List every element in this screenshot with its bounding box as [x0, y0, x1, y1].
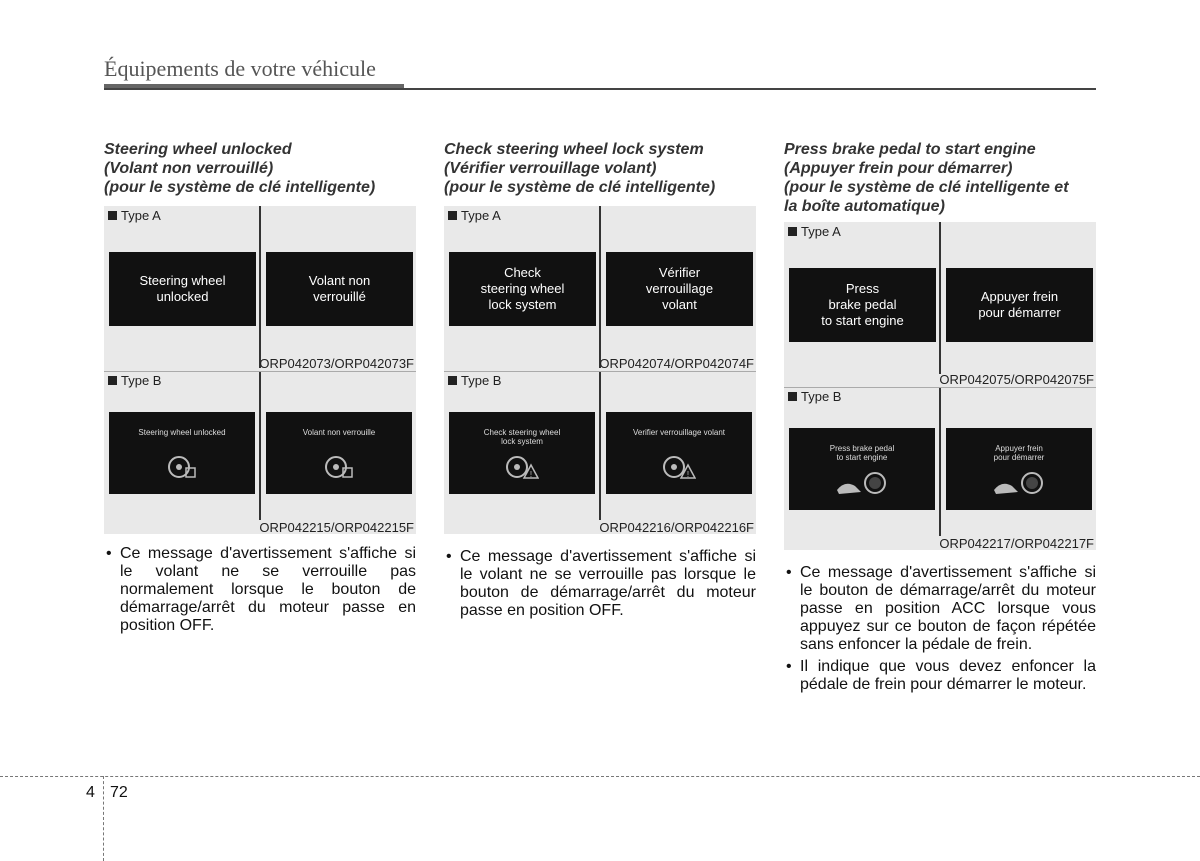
steering-wheel-warning-icon [606, 454, 752, 480]
figure-divider [599, 372, 601, 520]
screen-type-b-fr [606, 412, 752, 494]
screen-type-a-fr: Appuyer frein pour démarrer [946, 268, 1093, 342]
type-b-label: Type B [448, 373, 501, 388]
header-rule [104, 88, 1096, 90]
type-a-label: Type A [108, 208, 161, 223]
footer-vertical-rule [103, 776, 104, 861]
figure-check-steering-lock [444, 206, 756, 534]
title-line: (pour le système de clé intelligente et [784, 179, 1069, 196]
screen-type-a-fr: Volant non verrouillé [266, 252, 413, 326]
bullet-item: • Ce message d'avertissement s'affiche si le volant ne se verrouille pas lorsque le bouton de démarrage/arrêt du moteur passe en position OFF. [444, 548, 756, 620]
figure-code-b: ORP042216/ORP042216F [599, 520, 754, 535]
title-line: Press brake pedal to start engine [784, 141, 1036, 158]
type-b-label: Type B [108, 373, 161, 388]
screen-message: Volant non verrouille [302, 428, 376, 437]
bullet-list [104, 545, 416, 639]
title-line: la boîte automatique) [784, 198, 945, 215]
page-header-title: Équipements de votre véhicule [104, 56, 376, 81]
column-check-steering-lock [444, 140, 756, 197]
svg-text:!: ! [686, 470, 690, 479]
title-line: Steering wheel unlocked [104, 141, 292, 158]
screen-type-a-en: Check steering wheel lock system [449, 252, 596, 326]
screen-type-b-en [109, 412, 255, 494]
figure-code-a: ORP042075/ORP042075F [939, 372, 1094, 387]
footer-rule [0, 776, 1200, 777]
figure-code-a: ORP042073/ORP042073F [259, 356, 414, 371]
bullet-item: • Ce message d'avertissement s'affiche si le bouton de démarrage/arrêt du moteur passe en position ACC lorsque vous appuyez sur ce bouton de façon répétée sans enfoncer la pédale de frein. [784, 564, 1096, 654]
type-a-label: Type A [448, 208, 501, 223]
bullet-item: • Il indique que vous devez enfoncer la pédale de frein pour démarrer le moteur. [784, 658, 1096, 694]
screen-type-b-en [789, 428, 935, 510]
figure-divider [599, 206, 601, 368]
brake-pedal-icon [946, 470, 1092, 496]
page-number: 72 [110, 784, 128, 801]
steering-wheel-warning-icon [449, 454, 595, 480]
screen-type-a-fr: Vérifier verrouillage volant [606, 252, 753, 326]
section-title [104, 140, 416, 197]
figure-divider [259, 372, 261, 520]
screen-message: Steering wheel unlocked [138, 428, 226, 437]
section-title [784, 140, 1096, 216]
figure-divider [939, 222, 941, 374]
screen-type-b-fr [266, 412, 412, 494]
figure-code-b: ORP042217/ORP042217F [939, 536, 1094, 551]
title-line: (pour le système de clé intelligente) [444, 179, 716, 196]
column-steering-unlocked [104, 140, 416, 197]
figure-divider [259, 206, 261, 368]
column-press-brake [784, 140, 1096, 216]
title-line: Check steering wheel lock system [444, 141, 704, 158]
screen-message: Verifier verrouillage volant [632, 428, 726, 437]
figure-code-b: ORP042215/ORP042215F [259, 520, 414, 535]
bullet-item: • Ce message d'avertissement s'affiche si le volant ne se verrouille pas normalement lorsque le bouton de démarrage/arrêt du moteur passe en position OFF. [104, 545, 416, 635]
title-line: (Vérifier verrouillage volant) [444, 160, 657, 177]
screen-message: Check steering wheel lock system [483, 428, 561, 446]
figure-divider [939, 388, 941, 536]
screen-type-a-en: Press brake pedal to start engine [789, 268, 936, 342]
chapter-number: 4 [86, 784, 95, 801]
svg-text:!: ! [529, 470, 533, 479]
title-line: (Appuyer frein pour démarrer) [784, 160, 1013, 177]
steering-wheel-lock-icon [109, 454, 255, 480]
type-b-label: Type B [788, 389, 841, 404]
type-a-label: Type A [788, 224, 841, 239]
screen-message: Appuyer frein pour démarrer [993, 444, 1045, 462]
steering-wheel-lock-icon [266, 454, 412, 480]
figure-press-brake [784, 222, 1096, 550]
screen-message: Press brake pedal to start engine [829, 444, 895, 462]
brake-pedal-icon [789, 470, 935, 496]
section-title [444, 140, 756, 197]
bullet-list [784, 564, 1096, 698]
screen-type-b-fr [946, 428, 1092, 510]
figure-code-a: ORP042074/ORP042074F [599, 356, 754, 371]
bullet-list [444, 548, 756, 624]
title-line: (pour le système de clé intelligente) [104, 179, 376, 196]
figure-steering-unlocked [104, 206, 416, 534]
screen-type-b-en [449, 412, 595, 494]
title-line: (Volant non verrouillé) [104, 160, 274, 177]
screen-type-a-en: Steering wheel unlocked [109, 252, 256, 326]
